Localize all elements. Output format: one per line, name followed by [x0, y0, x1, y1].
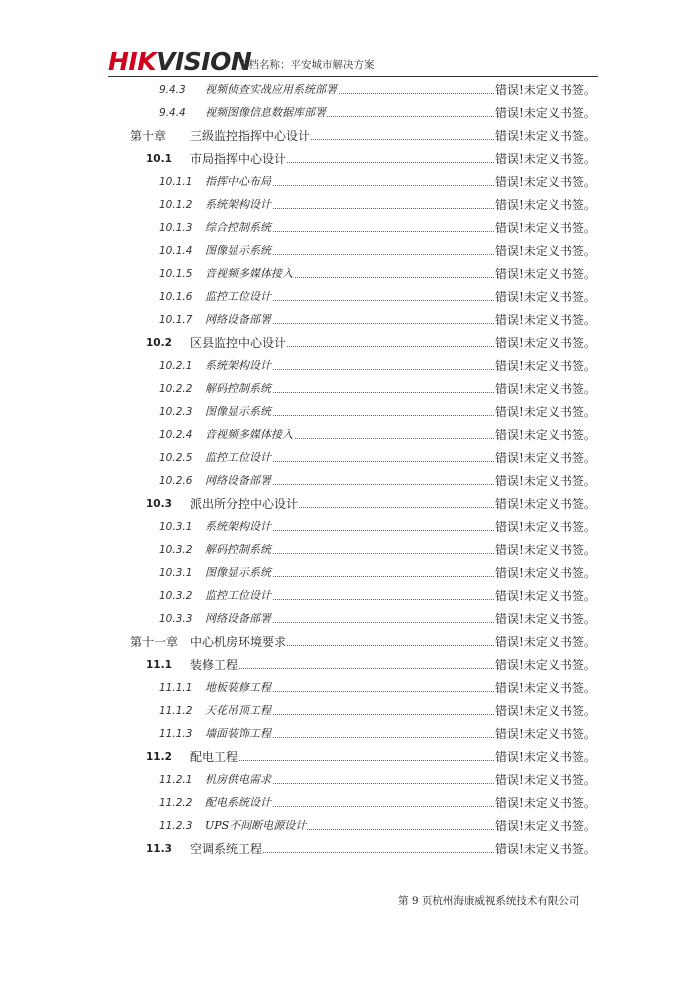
toc-entry-page-ref: 错误!未定义书签。	[495, 655, 596, 675]
toc-entry-title: 系统架构设计	[205, 195, 272, 215]
toc-entry[interactable]	[0, 747, 700, 767]
toc-entry-title: 系统架构设计	[205, 517, 272, 537]
toc-entry-number: 10.2.1	[159, 360, 193, 372]
toc-entry-page-ref: 错误!未定义书签。	[495, 379, 596, 399]
toc-entry[interactable]	[0, 839, 700, 859]
toc-entry[interactable]	[0, 494, 700, 514]
toc-entry-title: 三级监控指挥中心设计	[190, 126, 311, 146]
toc-entry-page-ref: 错误!未定义书签。	[495, 471, 596, 491]
toc-entry-page-ref: 错误!未定义书签。	[495, 540, 596, 560]
toc-entry-number: 11.1	[146, 659, 172, 671]
toc-entry-page-ref: 错误!未定义书签。	[495, 724, 596, 744]
toc-entry-number: 11.2.2	[159, 797, 193, 809]
toc-entry-number: 10.1.2	[159, 199, 193, 211]
toc-entry-title: 配电系统设计	[205, 793, 272, 813]
toc-entry-title: 解码控制系统	[205, 540, 272, 560]
toc-entry-page-ref: 错误!未定义书签。	[495, 793, 596, 813]
toc-entry[interactable]	[0, 149, 700, 169]
toc-entry-title: 音视频多媒体接入	[205, 264, 294, 284]
toc-entry[interactable]	[0, 586, 700, 606]
logo-text-red: HIK	[108, 47, 157, 76]
toc-entry-page-ref: 错误!未定义书签。	[495, 770, 596, 790]
toc-entry[interactable]	[0, 218, 700, 238]
toc-entry-title: 监控工位设计	[205, 448, 272, 468]
toc-entry-page-ref: 错误!未定义书签。	[495, 609, 596, 629]
toc-entry-title: 区县监控中心设计	[190, 333, 287, 353]
toc-entry-page-ref: 错误!未定义书签。	[495, 241, 596, 261]
toc-entry-number: 第十一章	[130, 635, 179, 649]
toc-entry-page-ref: 错误!未定义书签。	[495, 678, 596, 698]
toc-entry-number: 11.1.2	[159, 705, 193, 717]
toc-entry[interactable]	[0, 517, 700, 537]
toc-entry[interactable]	[0, 724, 700, 744]
toc-entry-number: 9.4.4	[159, 107, 186, 119]
toc-entry-title: 监控工位设计	[205, 586, 272, 606]
toc-entry[interactable]	[0, 793, 700, 813]
toc-entry-page-ref: 错误!未定义书签。	[495, 839, 596, 859]
toc-entry-number: 10.3.1	[159, 567, 193, 579]
toc-entry-number: 10.2	[146, 337, 172, 349]
toc-entry-page-ref: 错误!未定义书签。	[495, 287, 596, 307]
toc-entry-number: 10.2.2	[159, 383, 193, 395]
toc-entry-title: 空调系统工程	[190, 839, 263, 859]
toc-entry[interactable]	[0, 816, 700, 836]
toc-entry[interactable]	[0, 264, 700, 284]
toc-entry-page-ref: 错误!未定义书签。	[495, 218, 596, 238]
toc-entry-number: 10.2.6	[159, 475, 193, 487]
toc-entry-title: 机房供电需求	[205, 770, 272, 790]
toc-entry[interactable]	[0, 770, 700, 790]
toc-entry-title: 网络设备部署	[205, 471, 272, 491]
toc-entry-title: 解码控制系统	[205, 379, 272, 399]
toc-entry-title: 图像显示系统	[205, 402, 272, 422]
toc-entry[interactable]	[0, 287, 700, 307]
toc-entry-number: 11.3	[146, 843, 172, 855]
toc-entry-number: 10.1.4	[159, 245, 193, 257]
toc-entry-number: 10.3	[146, 498, 172, 510]
toc-entry-title: 综合控制系统	[205, 218, 272, 238]
toc-entry[interactable]	[0, 609, 700, 629]
toc-entry-title: 中心机房环境要求	[190, 632, 287, 652]
toc-entry-number: 10.2.3	[159, 406, 193, 418]
toc-entry-number: 10.3.2	[159, 590, 193, 602]
toc-entry-title: 监控工位设计	[205, 287, 272, 307]
toc-entry-page-ref: 错误!未定义书签。	[495, 747, 596, 767]
toc-entry-title: 视频侦查实战应用系统部署	[205, 80, 338, 100]
toc-entry[interactable]	[0, 379, 700, 399]
toc-entry-page-ref: 错误!未定义书签。	[495, 517, 596, 537]
toc-entry-page-ref: 错误!未定义书签。	[495, 701, 596, 721]
toc-entry-title: 市局指挥中心设计	[190, 149, 287, 169]
toc-entry-number: 10.1.5	[159, 268, 193, 280]
toc-entry-title: 图像显示系统	[205, 563, 272, 583]
toc-entry-title: 装修工程	[190, 655, 239, 675]
toc-entry-page-ref: 错误!未定义书签。	[495, 425, 596, 445]
toc-entry-page-ref: 错误!未定义书签。	[495, 172, 596, 192]
toc-entry-number: 10.1	[146, 153, 172, 165]
toc-entry-page-ref: 错误!未定义书签。	[495, 632, 596, 652]
toc-entry-page-ref: 错误!未定义书签。	[495, 264, 596, 284]
toc-entry-title: 配电工程	[190, 747, 239, 767]
toc-entry-number: 10.1.7	[159, 314, 193, 326]
toc-entry[interactable]	[0, 80, 700, 100]
toc-entry-page-ref: 错误!未定义书签。	[495, 448, 596, 468]
toc-entry-page-ref: 错误!未定义书签。	[495, 356, 596, 376]
toc-entry[interactable]	[0, 425, 700, 445]
toc-entry-page-ref: 错误!未定义书签。	[495, 563, 596, 583]
toc-entry-page-ref: 错误!未定义书签。	[495, 126, 596, 146]
toc-entry-number: 9.4.3	[159, 84, 186, 96]
document-title: 文档名称：平安城市解决方案	[238, 59, 375, 71]
logo-text-dark: VISION	[156, 47, 252, 76]
toc-entry[interactable]	[0, 310, 700, 330]
toc-entry[interactable]	[0, 563, 700, 583]
toc-entry-title: 图像显示系统	[205, 241, 272, 261]
toc-entry[interactable]	[0, 172, 700, 192]
toc-entry[interactable]	[0, 701, 700, 721]
toc-entry-page-ref: 错误!未定义书签。	[495, 816, 596, 836]
toc-entry-number: 10.1.6	[159, 291, 193, 303]
page-header	[108, 46, 598, 80]
toc-entry-number: 11.1.1	[159, 682, 193, 694]
toc-entry[interactable]	[0, 195, 700, 215]
toc-entry-number: 10.2.4	[159, 429, 193, 441]
page-footer: 第 9 页杭州海康威视系统技术有限公司	[398, 895, 580, 907]
toc-entry-number: 11.1.3	[159, 728, 193, 740]
toc-entry-title: 指挥中心布局	[205, 172, 272, 192]
toc-entry-number: 10.1.1	[159, 176, 193, 188]
toc-entry[interactable]	[0, 655, 700, 675]
toc-entry[interactable]	[0, 448, 700, 468]
toc-entry-number: 10.2.5	[159, 452, 193, 464]
toc-entry-page-ref: 错误!未定义书签。	[495, 103, 596, 123]
toc-entry-title: 网络设备部署	[205, 310, 272, 330]
toc-entry-number: 10.3.3	[159, 613, 193, 625]
hikvision-logo	[108, 48, 251, 76]
toc-entry-page-ref: 错误!未定义书签。	[495, 333, 596, 353]
toc-entry-number: 11.2.3	[159, 820, 193, 832]
toc-entry-page-ref: 错误!未定义书签。	[495, 494, 596, 514]
header-divider	[108, 76, 598, 77]
toc-entry[interactable]	[0, 241, 700, 261]
toc-entry-title: 音视频多媒体接入	[205, 425, 294, 445]
toc-entry-title: UPS不间断电源设计	[205, 816, 307, 836]
toc-entry[interactable]	[0, 540, 700, 560]
toc-entry[interactable]	[0, 678, 700, 698]
toc-entry-page-ref: 错误!未定义书签。	[495, 149, 596, 169]
toc-entry-page-ref: 错误!未定义书签。	[495, 402, 596, 422]
toc-entry-number: 10.3.1	[159, 521, 193, 533]
toc-entry[interactable]	[0, 126, 700, 146]
toc-entry-title: 天花吊顶工程	[205, 701, 272, 721]
toc-entry-title: 墙面装饰工程	[205, 724, 272, 744]
toc-entry-number: 11.2.1	[159, 774, 193, 786]
toc-entry-number: 10.1.3	[159, 222, 193, 234]
toc-entry[interactable]	[0, 103, 700, 123]
toc-entry-page-ref: 错误!未定义书签。	[495, 310, 596, 330]
toc-entry-number: 11.2	[146, 751, 172, 763]
toc-entry[interactable]	[0, 402, 700, 422]
toc-entry-number: 10.3.2	[159, 544, 193, 556]
toc-entry-page-ref: 错误!未定义书签。	[495, 80, 596, 100]
toc-entry-title: 视频图像信息数据库部署	[205, 103, 327, 123]
toc-entry-title: 地板装修工程	[205, 678, 272, 698]
toc-entry[interactable]	[0, 333, 700, 353]
toc-entry-title: 系统架构设计	[205, 356, 272, 376]
toc-entry-number: 第十章	[130, 129, 167, 143]
toc-entry[interactable]	[0, 632, 700, 652]
toc-entry-page-ref: 错误!未定义书签。	[495, 586, 596, 606]
toc-entry[interactable]	[0, 471, 700, 491]
toc-entry-title: 网络设备部署	[205, 609, 272, 629]
toc-entry-title: 派出所分控中心设计	[190, 494, 299, 514]
toc-entry-page-ref: 错误!未定义书签。	[495, 195, 596, 215]
toc-entry[interactable]	[0, 356, 700, 376]
